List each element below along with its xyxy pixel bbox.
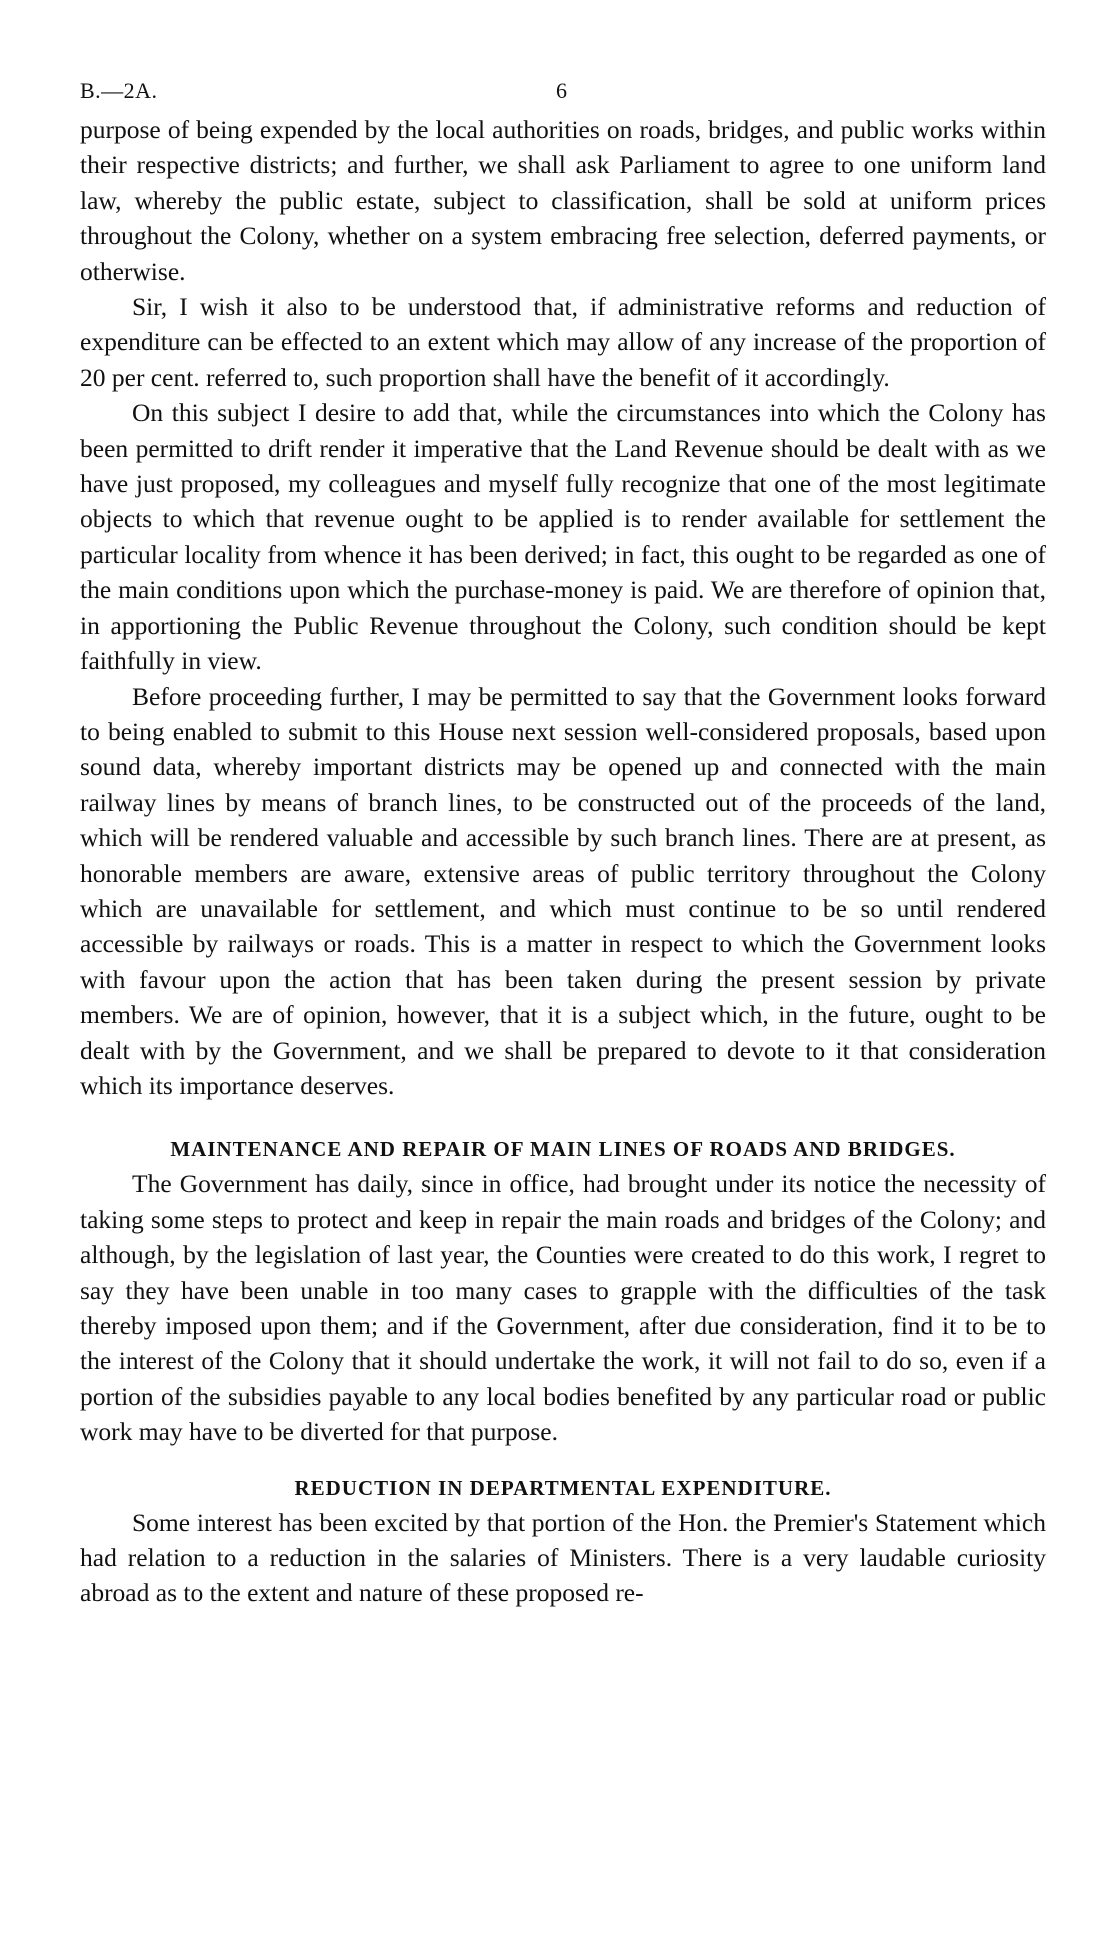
body-text [80, 112, 1046, 1611]
paragraph-administrative-reforms: Sir, I wish it also to be understood that, if administrative reforms and reduction of expenditure can be effected to an extent which may allow of any increase of the proportion of 20 per cent. referred to, such proportion shall have the benefit of it accordingly. [80, 292, 1046, 392]
paragraph-land-revenue: On this subject I desire to add that, while the circumstances into which the Colony has been permitted to drift render it imperative that the Land Revenue should be dealt with as we have just proposed, my colleagues and myself fully recognize that one of the most legitimate objects to which that revenue ought to be applied is to render available for settlement the particular locality from whence it has been derived; in fact, this ought to be regarded as one of the main conditions upon which the purchase-money is paid. We are therefore of opinion that, in apportioning the Public Revenue throughout the Colony, such condition should be kept faithfully in view. [80, 398, 1046, 676]
section-heading-maintenance: MAINTENANCE AND REPAIR OF MAIN LINES OF ROADS AND BRIDGES. [170, 1137, 956, 1162]
section-heading-reduction: REDUCTION IN DEPARTMENTAL EXPENDITURE. [294, 1475, 832, 1500]
paragraph-reduction: Some interest has been excited by that portion of the Hon. the Premier's Statement which had relation to a reduction in the salaries of Ministers. There is a very laudable curiosity abroad as to the extent and nature of these proposed re- [80, 1507, 1046, 1608]
document-page [80, 72, 1046, 1611]
paragraph-branch-lines: Before proceeding further, I may be permitted to say that the Government looks forward to being enabled to submit to this House next session well-considered proposals, based upon sound data, whereby important districts may be opened up and connected with the main railway lines by means of branch lines, to be constructed out of the proceeds of the land, which will be rendered valuable and accessible by such branch lines. There are at present, as honorable members are aware, extensive areas of public territory throughout the Colony which are unavailable for settlement, and which must continue to be so until rendered accessible by railways or roads. This is a matter in respect to which the Government looks with favour upon the action that has been taken during the present session by private members. We are of opinion, however, that it is a subject which, in the future, ought to be dealt with by the Government, and we shall be prepared to devote to it that consideration which its importance deserves. [80, 681, 1046, 1100]
paragraph-continued: purpose of being expended by the local authorities on roads, bridges, and public works within their respective districts; and further, we shall ask Parliament to agree to one uniform land law, whereby the public estate, subject to classification, shall be sold at uniform prices throughout the Colony, whether on a system embracing free selection, deferred payments, or otherwise. [80, 115, 1046, 286]
page-number: 6 [556, 78, 567, 103]
document-reference: B.—2A. [80, 78, 158, 103]
paragraph-maintenance: The Government has daily, since in office, had brought under its notice the necessity of taking some steps to protect and keep in repair the main roads and bridges of the Colony; and although, by the legislation of last year, the Counties were created to do this work, I regret to say they have been unable in too many cases to grapple with the difficulties of the task thereby imposed upon them; and if the Government, after due consideration, find it to be to the interest of the Colony that it should undertake the work, it will not fail to do so, even if a portion of the subsidies payable to any local bodies benefited by any particular road or public work may have to be diverted for that purpose. [80, 1169, 1046, 1447]
page-header [80, 72, 1046, 112]
